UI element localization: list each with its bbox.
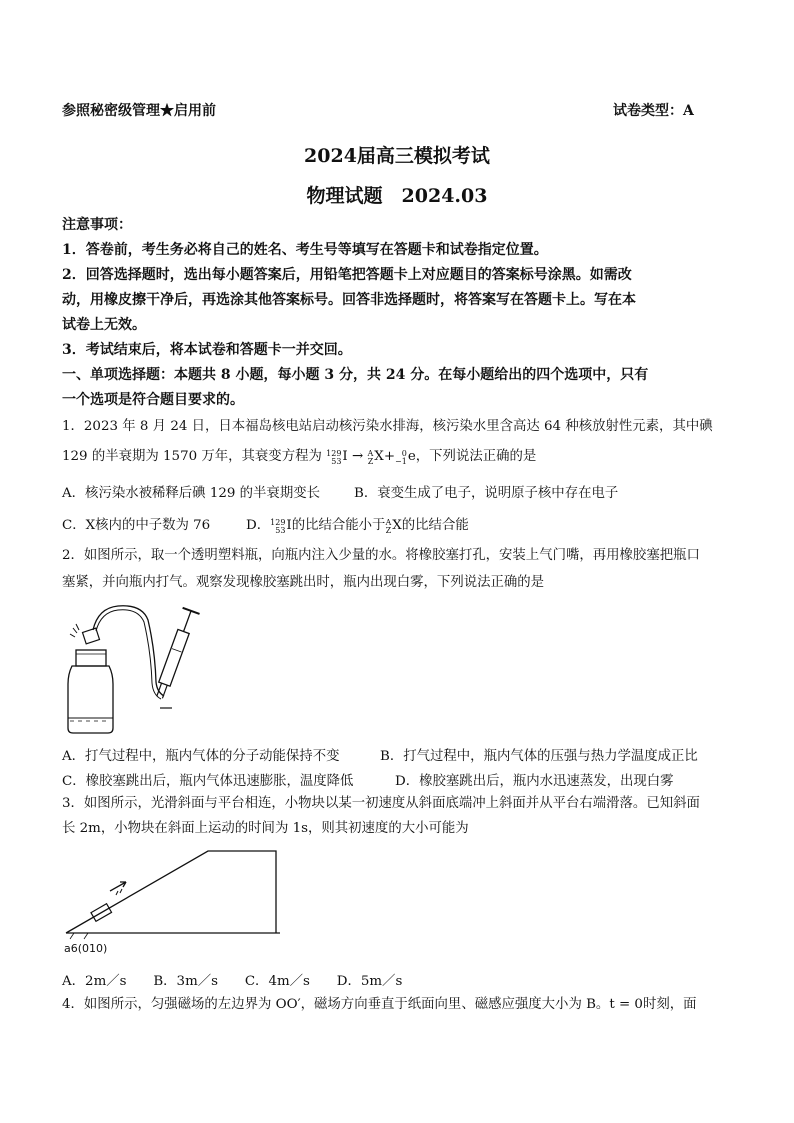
q1-option-d: D．129 53I的比结合能小于A ZX的比结合能 (246, 518, 469, 535)
notice-item-2-line-2: 动，用橡皮擦干净后，再选涂其他答案标号。回答非选择题时，将答案写在答题卡上。写在本 (62, 292, 636, 308)
d-x-numbers: A Z (385, 518, 392, 535)
electron-numbers: 0 −1 (395, 449, 407, 466)
q1-stem-line-2 (62, 448, 732, 466)
q1-option-a: A．核污染水被稀释后碘 129 的半衰期变长 (62, 486, 320, 501)
q1-stem-line-1: 1．2023 年 8 月 24 日，日本福岛核电站启动核污染水排海，核污染水里含高达 64 种核放射性元素，其中碘 (62, 419, 713, 434)
q2-stem-line-1: 2．如图所示，取一个透明塑料瓶，向瓶内注入少量的水。将橡胶塞打孔，安装上气门嘴，再用橡胶塞把瓶口 (62, 548, 700, 563)
notice-heading: 注意事项： (62, 217, 132, 233)
notice-item-2-line-3: 试卷上无效。 (62, 317, 146, 333)
paper-type-label: 试卷类型：A (613, 103, 694, 119)
d-iodine-numbers: 129 53 (270, 518, 286, 535)
q3-stem-line-1: 3．如图所示，光滑斜面与平台相连，小物块以某一初速度从斜面底端冲上斜面并从平台右端滑落。已知斜面 (62, 796, 700, 811)
q2-option-a: A．打气过程中，瓶内气体的分子动能保持不变 (62, 749, 340, 764)
bottle-pump-figure (60, 600, 210, 735)
q2-stem-line-2: 塞紧，并向瓶内打气。观察发现橡胶塞跳出时，瓶内出现白雾，下列说法正确的是 (62, 575, 545, 590)
q3-stem-line-2: 长 2m，小物块在斜面上运动的时间为 1s，则其初速度的大小可能为 (62, 821, 469, 836)
exam-title: 2024届高三模拟考试 (304, 145, 490, 167)
confidentiality-label: 参照秘密级管理★启用前 (62, 103, 216, 119)
reaction-arrow: → (351, 449, 364, 464)
q1-option-b: B．衰变生成了电子，说明原子核中存在电子 (354, 486, 619, 501)
section1-instructions-line-1: 一、单项选择题：本题共 8 小题，每小题 3 分，共 24 分。在每小题给出的四个选项中，只有 (62, 367, 649, 383)
iodine-symbol: I (342, 449, 348, 464)
q2-option-c: C．橡胶塞跳出后，瓶内气体迅速膨胀，温度降低 (62, 774, 354, 789)
q1-stem-text: 129 的半衰期为 1570 万年，其衰变方程为 (62, 449, 322, 464)
q1-option-c: C．X核内的中子数为 76 (62, 518, 211, 533)
q4-stem-line-1: 4．如图所示，匀强磁场的左边界为 OO′，磁场方向垂直于纸面向里、磁感应强度大小为 B。t = 0时刻，面 (62, 997, 697, 1012)
exam-subtitle: 物理试题 2024.03 (306, 185, 488, 207)
notice-item-2-line-1: 2．回答选择题时，选出每小题答案后，用铅笔把答题卡上对应题目的答案标号涂黑。如需改 (62, 267, 632, 283)
q1-stem-end: ，下列说法正确的是 (415, 449, 537, 464)
q2-option-d: D．橡胶塞跳出后，瓶内水迅速蒸发，出现白雾 (395, 774, 674, 789)
q3-options: A．2m／s B．3m／s C．4m／s D．5m／s (62, 974, 403, 989)
notice-item-3: 3．考试结束后，将本试卷和答题卡一并交回。 (62, 342, 352, 358)
x-nuclide-numbers: A Z (367, 449, 374, 466)
q2-option-b: B．打气过程中，瓶内气体的压强与热力学温度成正比 (380, 749, 698, 764)
notice-item-1: 1．答卷前，考生务必将自己的姓名、考生号等填写在答题卡和试卷指定位置。 (62, 242, 548, 258)
electron-symbol: e (407, 449, 416, 464)
x-symbol: X (374, 449, 384, 464)
iodine-nuclide-numbers: 129 53 (326, 449, 342, 466)
figure-code-label: a6(010) (64, 942, 108, 955)
plus-sign: + (383, 449, 396, 464)
section1-instructions-line-2: 一个选项是符合题目要求的。 (62, 392, 244, 408)
